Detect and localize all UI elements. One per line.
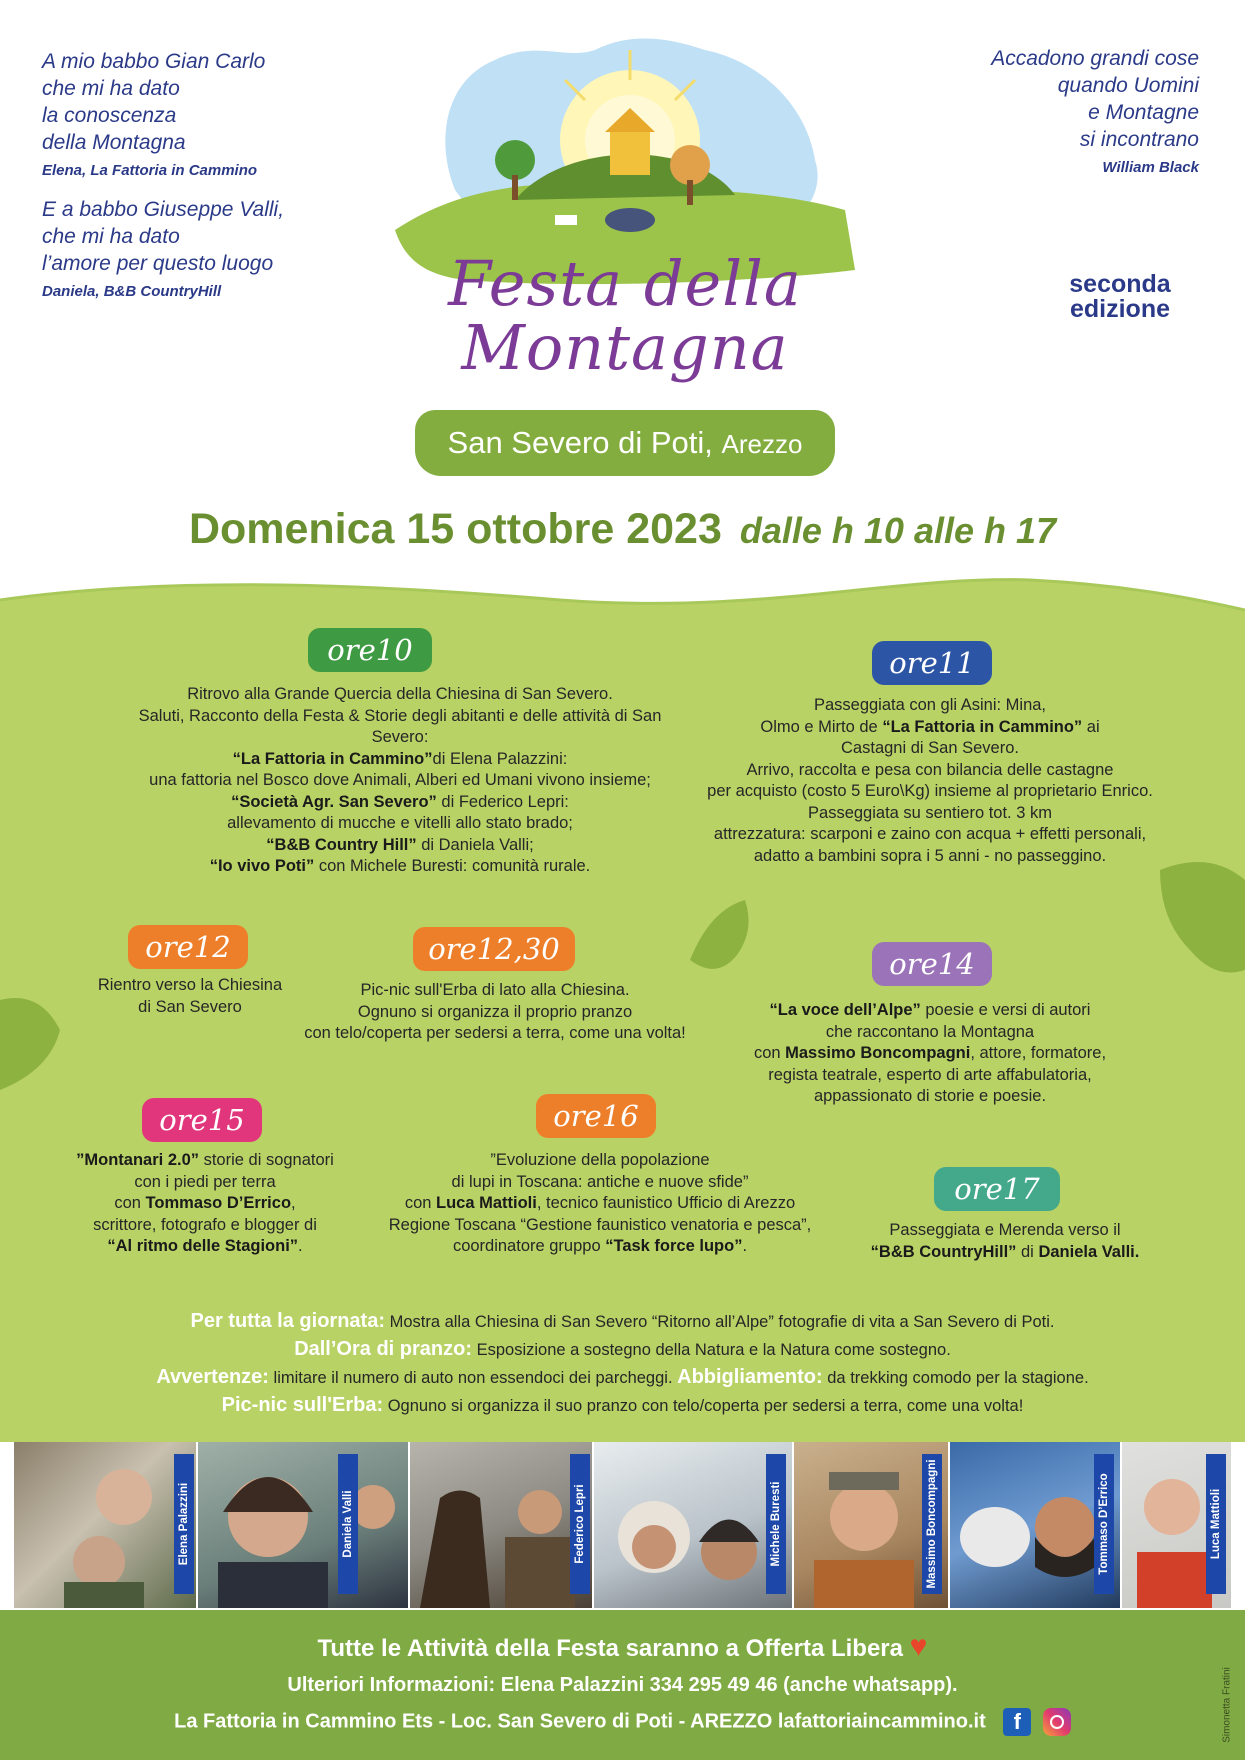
portrait-photo [1122,1442,1231,1608]
time-badge-11: ore11 [872,641,992,685]
dedication-line: che mi ha dato [42,225,180,248]
schedule-line [370,1215,830,1237]
schedule-bold: Daniela Valli. [1038,1242,1140,1261]
schedule-segment: Ritrovo alla Grande Quercia della Chiesina di San Severo. [187,685,613,703]
schedule-line [40,1236,370,1258]
portrait-photo [794,1442,948,1608]
allday-text: Ognuno si organizza il suo pranzo con telo/coperta per sedersi a terra, come una volta! [383,1397,1024,1415]
schedule-text-14 [700,1000,1160,1108]
schedule-segment: di Elena Palazzini: [432,749,568,768]
schedule-line [120,792,680,814]
date-main: Domenica 15 ottobre 2023 [188,505,722,553]
schedule-segment: Olmo e Mirto de [760,717,883,736]
portrait-name: Elena Palazzini [178,1482,190,1566]
schedule-segment: con Michele Buresti: comunità rurale. [314,857,591,875]
portrait-photo [410,1442,592,1608]
schedule-bold: “La Fattoria in Cammino” [232,749,433,768]
schedule-line [280,1023,710,1045]
schedule-segment: storie di sognatori [199,1151,334,1169]
allday-line-1 [0,1310,1245,1333]
allday-line-4 [0,1394,1245,1417]
schedule-line [690,717,1170,739]
footer-banner [0,1610,1245,1760]
schedule-line [370,1172,830,1194]
facebook-icon[interactable]: f [1003,1708,1031,1736]
schedule-segment: Saluti, Racconto della Festa & Storie degli abitanti e delle attività di San Severo: [138,706,662,746]
quote-line: si incontrano [1079,128,1199,151]
schedule-segment: per acquisto (costo 5 Euro\Kg) insieme al proprietario Enrico. [707,782,1153,800]
place-name: San Severo di Poti, [447,425,713,460]
footer-address-line [0,1708,1245,1736]
portrait-strip [14,1442,1231,1608]
schedule-segment: Arrivo, raccolta e pesa con bilancia delle castagne [746,760,1114,779]
schedule-segment: . [742,1237,748,1255]
schedule-bold: Luca Mattioli [436,1194,537,1212]
edition-label [1050,272,1190,322]
schedule-segment: Passeggiata su sentiero tot. 3 km [808,803,1052,822]
schedule-segment: . [298,1237,303,1255]
portrait-name-tag [174,1454,194,1594]
date-hours: dalle h 10 alle h 17 [739,510,1057,551]
portrait-illustration [14,1442,196,1608]
schedule-line [370,1193,830,1215]
quote-line: e Montagne [1088,101,1199,124]
portrait-name: Luca Mattioli [1210,1488,1222,1560]
schedule-segment: Passeggiata e Merenda verso il [889,1221,1121,1239]
schedule-line [120,835,680,857]
schedule-segment: ”Evoluzione della popolazione [490,1151,710,1169]
allday-label: Per tutta la giornata: [190,1310,385,1332]
allday-line-3 [0,1366,1245,1389]
portrait-name-tag [766,1454,786,1594]
portrait-photo [14,1442,196,1608]
schedule-line [700,1086,1160,1108]
dedication-line: della Montagna [42,131,186,154]
portrait-illustration [410,1442,592,1608]
portrait-name: Tommaso D’Errico [1098,1473,1110,1575]
schedule-segment: che raccontano la Montagna [825,1022,1035,1041]
schedule-text-16 [370,1150,830,1258]
schedule-text-10 [120,684,680,878]
schedule-segment: regista teatrale, esperto di arte affabulatoria, [768,1065,1092,1084]
schedule-segment: con [753,1044,786,1062]
time-badge-14: ore14 [872,942,992,986]
schedule-bold: “Task force lupo” [605,1237,743,1255]
allday-text: da trekking comodo per la stagione. [822,1369,1089,1387]
schedule-line [280,980,710,1002]
schedule-bold: Massimo Boncompagni [785,1044,971,1062]
time-badge-10: ore10 [308,628,432,672]
quote-line: quando Uomini [1057,74,1199,97]
schedule-line [40,1193,370,1215]
title-line-2: Montagna [461,311,789,384]
time-badge-16: ore16 [536,1094,656,1138]
footer-address-text[interactable]: La Fattoria in Cammino Ets - Loc. San Severo di Poti - AREZZO lafattoriaincammino.it [174,1710,986,1733]
portrait-name: Michele Buresti [770,1481,782,1567]
time-badge-12: ore12 [128,925,248,969]
portrait-name-tag [570,1454,590,1594]
time-badge-1230: ore12,30 [413,927,575,971]
portrait-name-tag [338,1454,358,1594]
place-banner [415,410,835,476]
portrait-illustration [594,1442,792,1608]
schedule-line [700,1000,1160,1022]
schedule-segment: appassionato di storie e poesie. [813,1087,1047,1105]
credit-text: Simonetta Fratini [1221,1667,1233,1743]
dedication-signature: Elena, La Fattoria in Cammino [42,162,258,179]
schedule-line [40,1172,370,1194]
schedule-segment: , tecnico faunistico Ufficio di Arezzo [536,1194,796,1212]
schedule-line [690,803,1170,825]
schedule-text-11 [690,695,1170,867]
edition-line: seconda [1069,270,1171,298]
instagram-icon[interactable] [1043,1708,1071,1736]
portrait-name: Massimo Boncompagni [926,1459,938,1589]
allday-label: Avvertenze: [156,1366,269,1388]
schedule-line [820,1242,1190,1264]
time-badge-15: ore15 [142,1098,262,1142]
allday-line-2 [0,1338,1245,1361]
allday-text: Esposizione a sostegno della Natura e la Natura come sostegno. [472,1341,951,1359]
schedule-line [120,770,680,792]
allday-text: Mostra alla Chiesina di San Severo “Ritorno all’Alpe” fotografie di vita a San Severo di Poti. [384,1313,1055,1331]
schedule-segment: scrittore, fotografo e blogger di [93,1215,317,1234]
schedule-line [690,760,1170,782]
portrait-name-tag [922,1454,942,1594]
schedule-segment: Regione Toscana “Gestione faunistico venatoria e pesca”, [388,1215,812,1234]
portrait-name-tag [1094,1454,1114,1594]
schedule-line [700,1065,1160,1087]
schedule-bold: ”Montanari 2.0” [76,1151,200,1169]
allday-label: Abbigliamento: [677,1366,823,1388]
schedule-segment: una fattoria nel Bosco dove Animali, Alberi ed Umani vivono insieme; [149,771,651,789]
schedule-line [700,1022,1160,1044]
schedule-bold: “La Fattoria in Cammino” [882,717,1083,736]
allday-label: Pic-nic sull'Erba: [221,1394,384,1416]
schedule-text-15 [40,1150,370,1258]
schedule-bold: “Società Agr. San Severo” [231,792,437,811]
schedule-line [40,1215,370,1237]
footer-offer-text: Tutte le Attività della Festa saranno a Offerta Libera [317,1635,903,1662]
schedule-line [370,1236,830,1258]
schedule-segment: con [404,1194,436,1212]
portrait-photo [198,1442,408,1608]
schedule-line [120,813,680,835]
schedule-bold: “B&B CountryHill” [870,1242,1017,1261]
schedule-text-12 [70,975,310,1018]
footer-offer-line [0,1630,1245,1664]
dedication-signature: Daniela, B&B CountryHill [42,283,222,300]
schedule-line [690,695,1170,717]
schedule-segment: Ognuno si organizza il proprio pranzo [357,1002,633,1021]
schedule-line [700,1043,1160,1065]
schedule-segment: di Federico Lepri: [436,792,569,811]
portrait-name: Daniela Valli [342,1490,354,1558]
schedule-segment: adatto a bambini sopra i 5 anni - no passeggino. [753,846,1107,865]
schedule-bold: “B&B Country Hill” [266,835,417,854]
schedule-segment: , attore, formatore, [970,1044,1107,1062]
title-line-1: Festa della [448,247,802,320]
schedule-segment: di [1016,1242,1039,1261]
footer-info-line: Ulteriori Informazioni: Elena Palazzini 334 295 49 46 (anche whatsapp). [287,1674,958,1696]
schedule-segment: coordinatore gruppo [452,1237,606,1255]
schedule-line [120,684,680,706]
schedule-line [70,997,310,1019]
place-city: Arezzo [721,429,803,459]
schedule-segment: di San Severo [138,997,242,1016]
schedule-segment: , [291,1194,296,1212]
schedule-line [690,824,1170,846]
schedule-segment: di lupi in Toscana: antiche e nuove sfide” [451,1172,749,1191]
schedule-bold: “Io vivo Poti” [209,857,315,875]
schedule-segment: attrezzatura: scarponi e zaino con acqua + effetti personali, [713,825,1147,843]
quote-line: Accadono grandi cose [991,47,1199,70]
event-date [0,505,1245,554]
schedule-line [120,749,680,771]
heart-icon: ♥ [909,1630,928,1663]
dedication-line: A mio babbo Gian Carlo [42,50,266,73]
quote-author: William Black [1102,159,1199,176]
schedule-segment: allevamento di mucche e vitelli allo stato brado; [227,814,573,832]
quote-right [899,45,1199,179]
allday-label: Dall’Ora di pranzo: [294,1338,472,1360]
schedule-line [40,1150,370,1172]
schedule-line [120,856,680,878]
portrait-name: Federico Lepri [574,1484,586,1564]
schedule-segment: con i piedi per terra [134,1172,276,1191]
schedule-text-17 [820,1220,1190,1263]
schedule-line [690,846,1170,868]
schedule-bold: Tommaso D’Errico [145,1194,292,1212]
schedule-line [280,1002,710,1024]
time-badge-17: ore17 [934,1167,1060,1211]
schedule-line [820,1220,1190,1242]
dedication-line: E a babbo Giuseppe Valli, [42,198,285,221]
schedule-segment: Castagni di San Severo. [841,739,1019,757]
dedication-line: l’amore per questo luogo [42,252,274,275]
portrait-photo [594,1442,792,1608]
schedule-segment: Passeggiata con gli Asini: Mina, [813,696,1047,714]
festival-title [395,247,855,384]
dedication-left [42,48,332,303]
portrait-illustration [198,1442,408,1608]
dedication-line: che mi ha dato [42,77,180,100]
schedule-line [370,1150,830,1172]
edition-line: edizione [1069,295,1170,323]
schedule-line [70,975,310,997]
allday-text: limitare il numero di auto non essendoci dei parcheggi. [268,1369,678,1387]
schedule-bold: “La voce dell’Alpe” [769,1001,921,1019]
schedule-segment: ai [1082,717,1100,736]
schedule-text-1230 [280,980,710,1045]
schedule-bold: “Al ritmo delle Stagioni” [107,1237,299,1255]
schedule-segment: con telo/coperta per sedersi a terra, come una volta! [304,1024,686,1042]
portrait-name-tag [1206,1454,1226,1594]
dedication-line: la conoscenza [42,104,177,127]
schedule-segment: di Daniela Valli; [416,835,534,854]
schedule-segment: Pic-nic sull'Erba di lato alla Chiesina. [360,981,630,999]
schedule-line [120,706,680,749]
schedule-line [690,738,1170,760]
schedule-line [690,781,1170,803]
photo-credit [1218,1650,1236,1760]
schedule-segment: Rientro verso la Chiesina [97,976,283,994]
schedule-segment: con [114,1194,146,1212]
schedule-segment: poesie e versi di autori [920,1001,1091,1019]
portrait-photo [950,1442,1120,1608]
